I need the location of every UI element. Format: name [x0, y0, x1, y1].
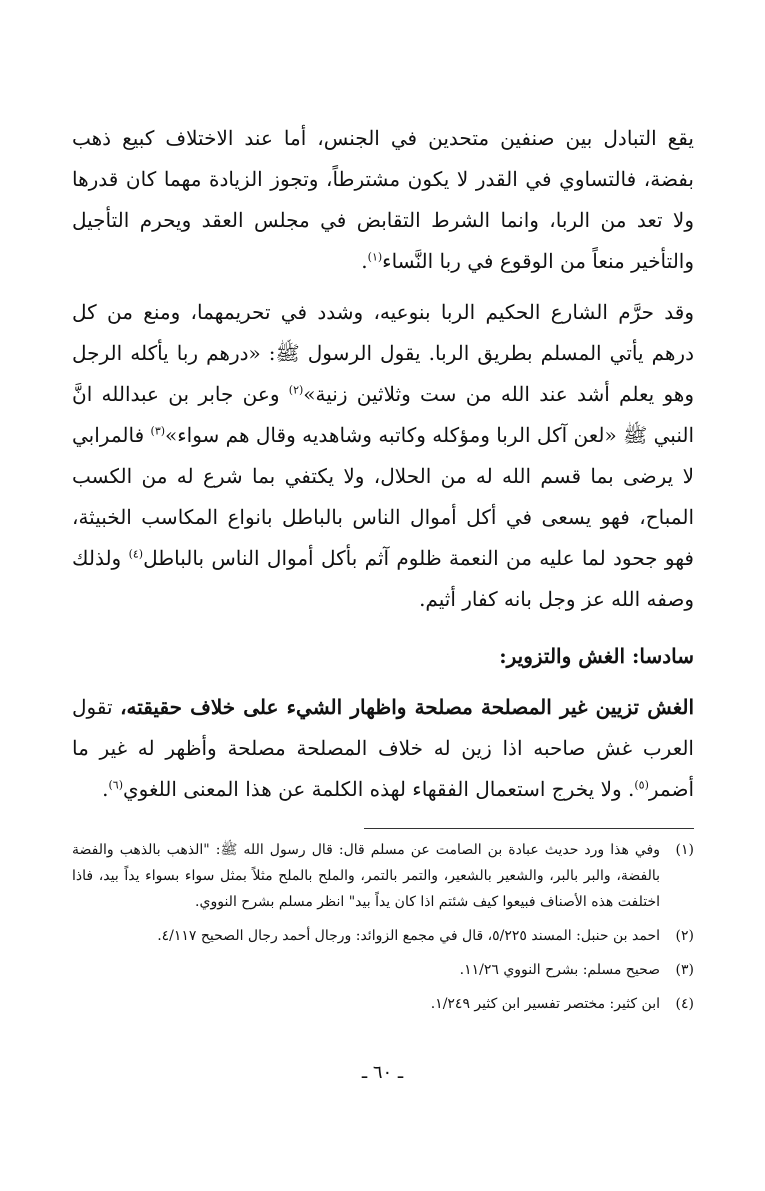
footnote-text: احمد بن حنبل: المسند ٥/٢٢٥، قال في مجمع الزوائد: ورجال أحمد رجال الصحيح ٤/١١٧.	[157, 928, 660, 944]
page-number: ـ ٦٠ ـ	[361, 1062, 404, 1083]
footnote-text: صحيح مسلم: بشرح النووي ١١/٢٦.	[459, 962, 660, 978]
footnote-ref: (٦)	[108, 778, 124, 792]
footnote-number: (١)	[675, 842, 694, 858]
footnote-ref: (٣)	[150, 424, 166, 438]
text-run: .	[102, 777, 109, 801]
footnote-2	[72, 923, 694, 949]
section-heading: سادسا: الغش والتزوير:	[499, 644, 694, 668]
text-run: يقع التبادل بين صنفين متحدين في الجنس، أما عند الاختلاف كبيع ذهب بفضة، فالتساوي في القدر لا يكون مشترطاً، وتجوز الزيادة مهما كان قدرها ولا تعد من الربا، وانما الشرط التقابض في مجلس العقد ويحرم التأجيل والتأخير منعاً من الوقوع في ربا النَّساء	[72, 126, 694, 273]
paragraph-2	[72, 292, 694, 620]
footnote-number: (٣)	[675, 962, 694, 978]
definition-lead: الغش تزيين غير المصلحة مصلحة واظهار الشيء على خلاف حقيقته،	[120, 695, 695, 719]
footnote-ref: (١)	[367, 250, 383, 264]
text-run: .	[361, 249, 368, 273]
footnote-divider	[364, 828, 694, 829]
text-run: وقد حرَّم الشارع الحكيم الربا بنوعيه، وشدد في تحريمهما، ومنع من كل درهم يأتي المسلم بطريق الربا. يقول الرسول ﷺ: «درهم ربا يأكله الرجل وهو يعلم أشد عند الله من ست وثلاثين زنية»	[72, 300, 694, 406]
footnotes	[72, 837, 694, 1017]
footnote-text: ابن كثير: مختصر تفسير ابن كثير ١/٢٤٩.	[430, 996, 660, 1012]
paragraph-definition	[72, 687, 694, 810]
footnote-4	[72, 991, 694, 1017]
page-body	[72, 118, 694, 1025]
text-run: ولذلك وصفه الله عز وجل بانه كفار أثيم.	[72, 546, 694, 611]
footnote-ref: (٤)	[128, 547, 144, 561]
footnote-number: (٤)	[675, 996, 694, 1012]
footnote-ref: (٥)	[634, 778, 649, 792]
footnote-1	[72, 837, 694, 915]
text-run: . ولا يخرج استعمال الفقهاء لهذه الكلمة عن هذا المعنى اللغوي	[123, 777, 635, 801]
footnote-number: (٢)	[675, 928, 694, 944]
footnote-ref: (٢)	[288, 383, 304, 397]
text-run: فالمرابي لا يرضى بما قسم الله له من الحلال، ولا يكتفي بما شرع له من الكسب المباح، فهو يسعى في أكل أموال الناس بالباطل بانواع المكاسب الخبيثة، فهو جحود لما عليه من النعمة ظلوم آثم بأكل أموال الناس بالباطل	[72, 423, 694, 570]
paragraph-1	[72, 118, 694, 282]
text-run: وعن جابر بن عبدالله انَّ النبي ﷺ «لعن آكل الربا ومؤكله وكاتبه وشاهديه وقال هم سواء»	[72, 382, 694, 447]
footnote-text: وفي هذا ورد حديث عبادة بن الصامت عن مسلم قال: قال رسول الله ﷺ: "الذهب بالذهب والفضة بالفضة، والبر بالبر، والشعير بالشعير، والتمر بالتمر، والملح بالملح مثلاً بمثل سواء بسواء يداً بيد، فاذا اختلفت هذه الأصناف فبيعوا كيف شئتم اذا كان يداً بيد" انظر مسلم بشرح النووي.	[72, 842, 660, 910]
text-run: تقول العرب غش صاحبه اذا زين له خلاف المصلحة مصلحة وأظهر له غير ما أضمر	[72, 695, 694, 801]
footnote-3	[72, 957, 694, 983]
